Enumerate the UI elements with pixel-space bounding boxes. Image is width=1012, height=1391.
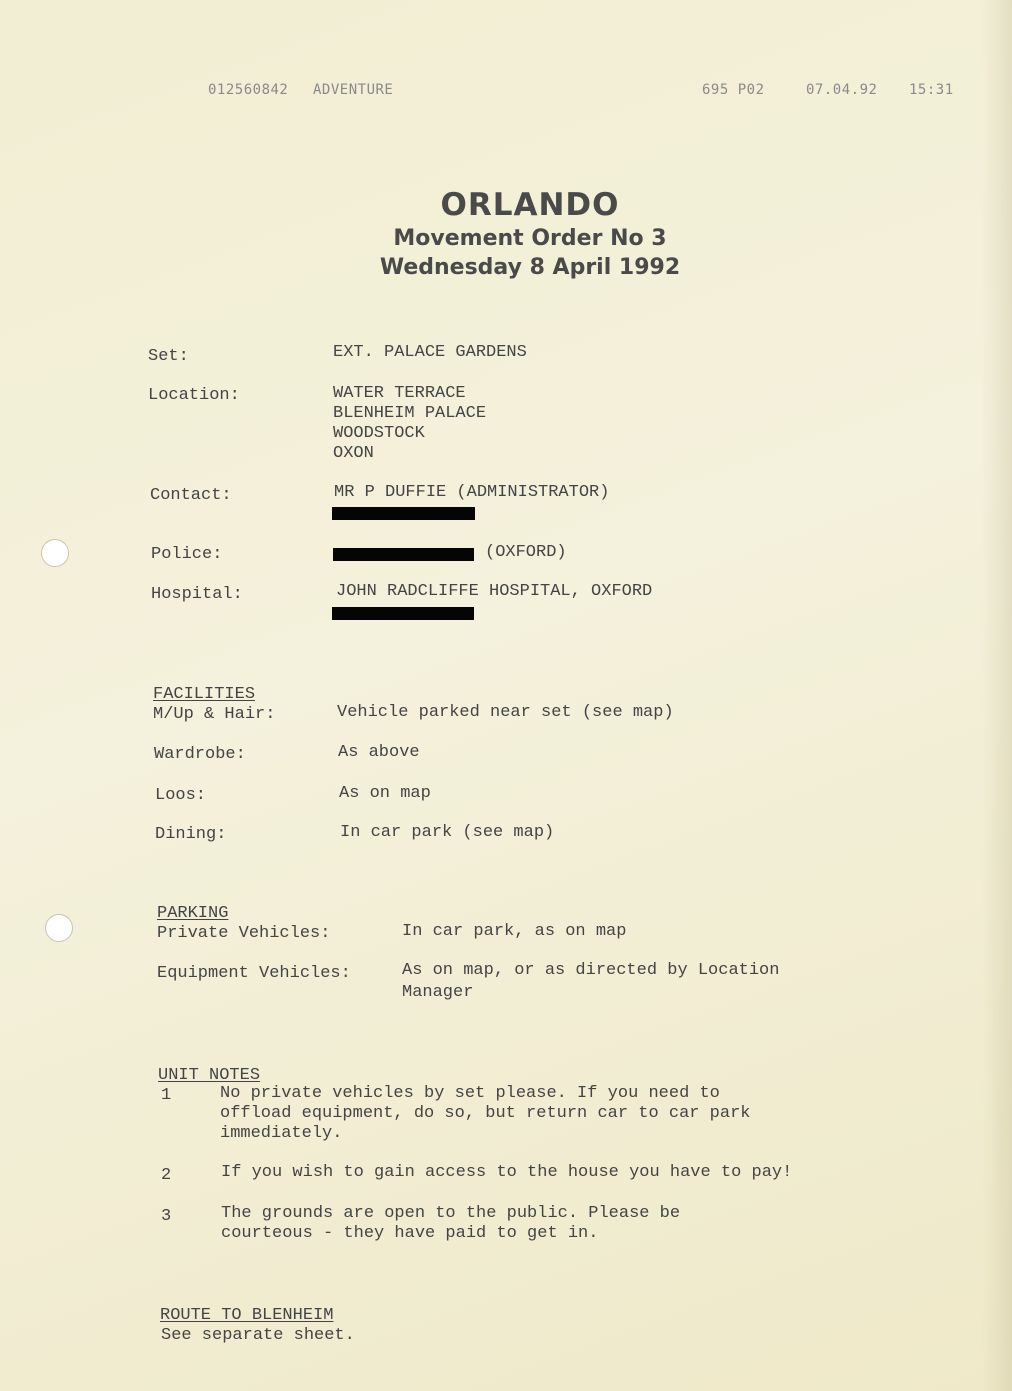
equipment-vehicles-label: Equipment Vehicles: [157, 964, 351, 983]
location-line: BLENHEIM PALACE [333, 404, 487, 423]
punch-hole-top [41, 539, 69, 567]
parking-heading: PARKING [157, 904, 229, 923]
facility-value: Vehicle parked near set (see map) [337, 703, 674, 722]
equipment-line: As on map, or as directed by Location [402, 961, 780, 980]
note-text [221, 1204, 680, 1244]
equipment-vehicles-value [402, 961, 779, 1003]
note-line: The grounds are open to the public. Please be [221, 1204, 681, 1223]
note-line: courteous - they have paid to get in. [221, 1224, 599, 1243]
fax-time: 15:31 [909, 82, 954, 98]
facility-label: M/Up & Hair: [153, 705, 276, 724]
facility-label: Wardrobe: [154, 745, 246, 764]
private-vehicles-label: Private Vehicles: [157, 924, 331, 943]
note-number: 2 [161, 1166, 172, 1185]
note-line: If you wish to gain access to the house you have to pay! [221, 1163, 793, 1182]
production-title: ORLANDO [440, 187, 620, 223]
location-line: OXON [333, 444, 374, 463]
contact-value: MR P DUFFIE (ADMINISTRATOR) [334, 483, 610, 502]
fax-number: 012560842 [208, 82, 289, 98]
facility-label: Loos: [155, 786, 207, 805]
police-value: (OXFORD) [485, 543, 567, 562]
note-number: 3 [161, 1207, 172, 1226]
set-label: Set: [148, 347, 189, 366]
hospital-label: Hospital: [151, 585, 243, 604]
route-heading: ROUTE TO BLENHEIM [160, 1306, 334, 1325]
route-text: See separate sheet. [161, 1326, 355, 1345]
redaction-bar [332, 607, 474, 620]
facility-value: As on map [339, 784, 431, 803]
facility-label: Dining: [155, 825, 227, 844]
redaction-bar [332, 507, 475, 520]
location-line: WATER TERRACE [333, 384, 466, 403]
redaction-bar [333, 548, 474, 561]
location-label: Location: [148, 386, 240, 405]
fax-page: 695 P02 [702, 82, 765, 98]
note-text [221, 1163, 792, 1183]
punch-hole-bottom [45, 914, 73, 942]
location-address [333, 384, 486, 464]
movement-order-title: Movement Order No 3 [393, 226, 667, 251]
set-value: EXT. PALACE GARDENS [333, 343, 527, 362]
facility-value: As above [338, 743, 420, 762]
note-text [220, 1084, 751, 1144]
order-date: Wednesday 8 April 1992 [379, 255, 681, 280]
fax-date: 07.04.92 [806, 82, 878, 98]
note-number: 1 [161, 1086, 172, 1105]
contact-label: Contact: [150, 486, 232, 505]
police-label: Police: [151, 545, 223, 564]
fax-header [0, 82, 1012, 102]
note-line: offload equipment, do so, but return car to car park [220, 1104, 751, 1123]
unit-notes-heading: UNIT NOTES [158, 1066, 261, 1085]
hospital-value: JOHN RADCLIFFE HOSPITAL, OXFORD [336, 582, 653, 601]
facilities-heading: FACILITIES [153, 685, 256, 704]
facility-value: In car park (see map) [340, 823, 555, 842]
title-block [330, 186, 730, 282]
equipment-line: Manager [402, 983, 474, 1002]
page-edge-shadow [982, 0, 1012, 1391]
private-vehicles-value: In car park, as on map [402, 922, 627, 941]
location-line: WOODSTOCK [333, 424, 425, 443]
note-line: No private vehicles by set please. If you need to [220, 1084, 720, 1103]
note-line: immediately. [220, 1124, 343, 1143]
fax-sender-name: ADVENTURE [313, 82, 394, 98]
